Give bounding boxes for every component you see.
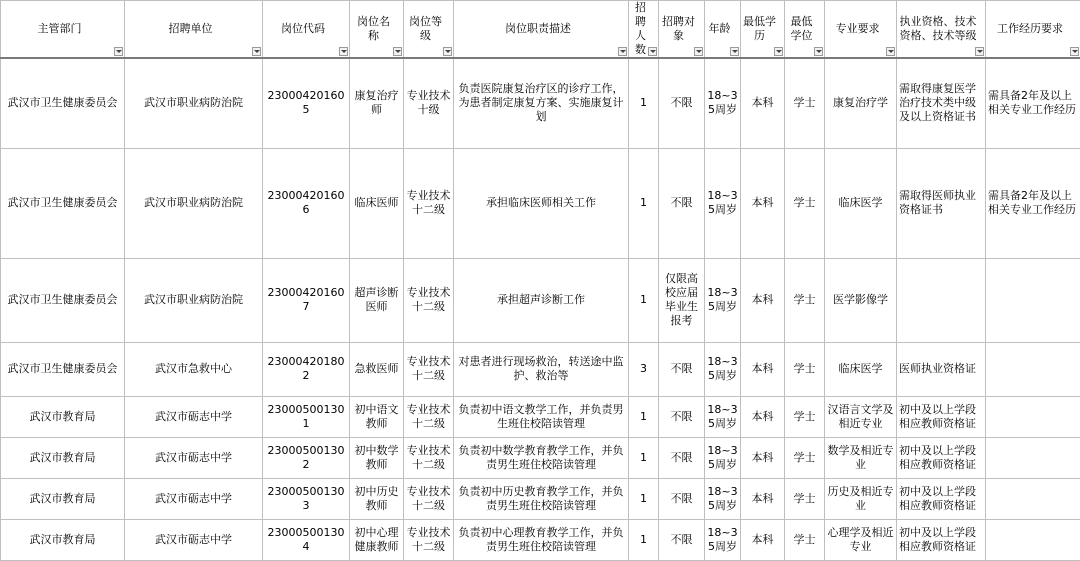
post-name-cell[interactable]: 初中语文教师 [350, 396, 404, 437]
header-label: 招聘单位 [127, 22, 260, 36]
qualification-cell[interactable]: 初中及以上学段相应教师资格证 [897, 396, 986, 437]
unit-cell[interactable]: 武汉市砺志中学 [125, 478, 263, 519]
target-cell[interactable]: 仅限高校应届毕业生报考 [659, 258, 705, 342]
age-cell[interactable]: 18~35周岁 [705, 396, 741, 437]
header-cell [454, 1, 629, 59]
post-name-cell[interactable]: 超声诊断医师 [350, 258, 404, 342]
degree-cell[interactable]: 学士 [785, 519, 825, 560]
code-cell[interactable]: 230004201802 [263, 342, 350, 396]
header-cell [785, 1, 825, 59]
code-cell[interactable]: 230005001302 [263, 437, 350, 478]
table-body [1, 58, 1080, 560]
dept-cell[interactable]: 武汉市教育局 [1, 437, 125, 478]
target-cell[interactable]: 不限 [659, 437, 705, 478]
dept-cell[interactable]: 武汉市教育局 [1, 478, 125, 519]
header-row [1, 1, 1080, 59]
dept-cell[interactable]: 武汉市卫生健康委员会 [1, 342, 125, 396]
header-label: 年龄 [707, 22, 738, 36]
unit-cell[interactable]: 武汉市砺志中学 [125, 519, 263, 560]
code-cell[interactable]: 230004201605 [263, 58, 350, 148]
filter-dropdown-icon[interactable] [339, 47, 348, 56]
unit-cell[interactable]: 武汉市急救中心 [125, 342, 263, 396]
post-name-cell[interactable]: 初中心理健康教师 [350, 519, 404, 560]
experience-cell[interactable]: 需具备2年及以上相关专业工作经历 [986, 148, 1080, 258]
post-level-cell[interactable]: 专业技术十二级 [404, 437, 454, 478]
header-label: 最低学历 [743, 15, 782, 43]
edu-cell[interactable]: 本科 [741, 396, 785, 437]
code-cell[interactable]: 230004201607 [263, 258, 350, 342]
experience-cell[interactable] [986, 258, 1080, 342]
post-level-cell[interactable]: 专业技术十二级 [404, 342, 454, 396]
experience-cell[interactable] [986, 437, 1080, 478]
age-cell[interactable]: 18~35周岁 [705, 342, 741, 396]
age-cell[interactable]: 18~35周岁 [705, 148, 741, 258]
post-level-cell[interactable]: 专业技术十二级 [404, 519, 454, 560]
post-name-cell[interactable]: 初中数学教师 [350, 437, 404, 478]
count-cell[interactable]: 1 [629, 58, 659, 148]
edu-cell[interactable]: 本科 [741, 519, 785, 560]
edu-cell[interactable]: 本科 [741, 478, 785, 519]
header-cell [125, 1, 263, 59]
table-row [1, 148, 1080, 258]
code-cell[interactable]: 230005001303 [263, 478, 350, 519]
edu-cell[interactable]: 本科 [741, 258, 785, 342]
post-level-cell[interactable]: 专业技术十二级 [404, 148, 454, 258]
filter-dropdown-icon[interactable] [774, 47, 783, 56]
header-label: 执业资格、技术资格、技术等级 [899, 15, 983, 43]
header-label: 招聘人数 [631, 1, 656, 57]
header-cell [263, 1, 350, 59]
post-name-cell[interactable]: 初中历史教师 [350, 478, 404, 519]
count-cell[interactable]: 1 [629, 396, 659, 437]
count-cell[interactable]: 1 [629, 478, 659, 519]
unit-cell[interactable]: 武汉市砺志中学 [125, 396, 263, 437]
header-cell [705, 1, 741, 59]
target-cell[interactable]: 不限 [659, 148, 705, 258]
unit-cell[interactable]: 武汉市砺志中学 [125, 437, 263, 478]
header-cell [350, 1, 404, 59]
major-cell[interactable]: 汉语言文学及相近专业 [825, 396, 897, 437]
header-cell [741, 1, 785, 59]
header-cell [404, 1, 454, 59]
header-cell [986, 1, 1080, 59]
header-label: 岗位名称 [352, 15, 401, 43]
post-level-cell[interactable]: 专业技术十二级 [404, 258, 454, 342]
qualification-cell[interactable]: 医师执业资格证 [897, 342, 986, 396]
age-cell[interactable]: 18~35周岁 [705, 478, 741, 519]
header-cell [897, 1, 986, 59]
count-cell[interactable]: 1 [629, 258, 659, 342]
qualification-cell[interactable]: 需取得康复医学治疗技术类中级及以上资格证书 [897, 58, 986, 148]
age-cell[interactable]: 18~35周岁 [705, 437, 741, 478]
filter-dropdown-icon[interactable] [618, 47, 627, 56]
dept-cell[interactable]: 武汉市教育局 [1, 396, 125, 437]
unit-cell[interactable]: 武汉市职业病防治院 [125, 148, 263, 258]
header-label: 岗位代码 [265, 22, 347, 36]
count-cell[interactable]: 1 [629, 437, 659, 478]
filter-dropdown-icon[interactable] [393, 47, 402, 56]
header-label: 专业要求 [827, 22, 894, 36]
degree-cell[interactable]: 学士 [785, 396, 825, 437]
dept-cell[interactable]: 武汉市教育局 [1, 519, 125, 560]
code-cell[interactable]: 230005001301 [263, 396, 350, 437]
qualification-cell[interactable]: 初中及以上学段相应教师资格证 [897, 519, 986, 560]
duty-cell[interactable]: 承担超声诊断工作 [454, 258, 629, 342]
filter-dropdown-icon[interactable] [1070, 47, 1079, 56]
experience-cell[interactable] [986, 519, 1080, 560]
experience-cell[interactable]: 需具备2年及以上相关专业工作经历 [986, 58, 1080, 148]
header-cell [825, 1, 897, 59]
filter-dropdown-icon[interactable] [252, 47, 261, 56]
major-cell[interactable]: 临床医学 [825, 148, 897, 258]
table-row [1, 437, 1080, 478]
edu-cell[interactable]: 本科 [741, 437, 785, 478]
target-cell[interactable]: 不限 [659, 478, 705, 519]
major-cell[interactable]: 历史及相近专业 [825, 478, 897, 519]
edu-cell[interactable]: 本科 [741, 148, 785, 258]
dept-cell[interactable]: 武汉市卫生健康委员会 [1, 258, 125, 342]
qualification-cell[interactable]: 需取得医师执业资格证书 [897, 148, 986, 258]
degree-cell[interactable]: 学士 [785, 58, 825, 148]
header-label: 工作经历要求 [988, 22, 1078, 36]
table-row [1, 58, 1080, 148]
major-cell[interactable]: 医学影像学 [825, 258, 897, 342]
filter-dropdown-icon[interactable] [975, 47, 984, 56]
filter-dropdown-icon[interactable] [730, 47, 739, 56]
target-cell[interactable]: 不限 [659, 58, 705, 148]
table-row [1, 258, 1080, 342]
header-cell [659, 1, 705, 59]
degree-cell[interactable]: 学士 [785, 437, 825, 478]
filter-dropdown-icon[interactable] [694, 47, 703, 56]
filter-dropdown-icon[interactable] [886, 47, 895, 56]
code-cell[interactable]: 230004201606 [263, 148, 350, 258]
qualification-cell[interactable]: 初中及以上学段相应教师资格证 [897, 478, 986, 519]
major-cell[interactable]: 心理学及相近专业 [825, 519, 897, 560]
post-level-cell[interactable]: 专业技术十二级 [404, 478, 454, 519]
degree-cell[interactable]: 学士 [785, 258, 825, 342]
target-cell[interactable]: 不限 [659, 396, 705, 437]
count-cell[interactable]: 1 [629, 148, 659, 258]
experience-cell[interactable] [986, 396, 1080, 437]
post-name-cell[interactable]: 急救医师 [350, 342, 404, 396]
unit-cell[interactable]: 武汉市职业病防治院 [125, 58, 263, 148]
dept-cell[interactable]: 武汉市卫生健康委员会 [1, 58, 125, 148]
experience-cell[interactable] [986, 342, 1080, 396]
target-cell[interactable]: 不限 [659, 342, 705, 396]
age-cell[interactable]: 18~35周岁 [705, 519, 741, 560]
post-name-cell[interactable]: 康复治疗师 [350, 58, 404, 148]
edu-cell[interactable]: 本科 [741, 342, 785, 396]
degree-cell[interactable]: 学士 [785, 478, 825, 519]
table-row [1, 519, 1080, 560]
age-cell[interactable]: 18~35周岁 [705, 58, 741, 148]
duty-cell[interactable]: 负责初中心理教育教学工作，并负责男生班住校陪读管理 [454, 519, 629, 560]
duty-cell[interactable]: 负责初中语文教学工作，并负责男生班住校陪读管理 [454, 396, 629, 437]
filter-dropdown-icon[interactable] [114, 47, 123, 56]
count-cell[interactable]: 3 [629, 342, 659, 396]
qualification-cell[interactable] [897, 258, 986, 342]
degree-cell[interactable]: 学士 [785, 342, 825, 396]
experience-cell[interactable] [986, 478, 1080, 519]
duty-cell[interactable]: 负责初中数学教育教学工作，并负责男生班住校陪读管理 [454, 437, 629, 478]
filter-dropdown-icon[interactable] [443, 47, 452, 56]
header-label: 主管部门 [3, 22, 122, 36]
table-row [1, 396, 1080, 437]
table-row [1, 342, 1080, 396]
qualification-cell[interactable]: 初中及以上学段相应教师资格证 [897, 437, 986, 478]
duty-cell[interactable]: 负责医院康复治疗区的诊疗工作，为患者制定康复方案、实施康复计划 [454, 58, 629, 148]
post-level-cell[interactable]: 专业技术十级 [404, 58, 454, 148]
degree-cell[interactable]: 学士 [785, 148, 825, 258]
header-label: 岗位职责描述 [456, 22, 626, 36]
post-level-cell[interactable]: 专业技术十二级 [404, 396, 454, 437]
duty-cell[interactable]: 对患者进行现场救治，转送途中监护、救治等 [454, 342, 629, 396]
major-cell[interactable]: 康复治疗学 [825, 58, 897, 148]
header-cell [1, 1, 125, 59]
post-name-cell[interactable]: 临床医师 [350, 148, 404, 258]
duty-cell[interactable]: 承担临床医师相关工作 [454, 148, 629, 258]
code-cell[interactable]: 230005001304 [263, 519, 350, 560]
edu-cell[interactable]: 本科 [741, 58, 785, 148]
major-cell[interactable]: 临床医学 [825, 342, 897, 396]
filter-dropdown-icon[interactable] [814, 47, 823, 56]
table-row [1, 478, 1080, 519]
duty-cell[interactable]: 负责初中历史教育教学工作，并负责男生班住校陪读管理 [454, 478, 629, 519]
major-cell[interactable]: 数学及相近专业 [825, 437, 897, 478]
target-cell[interactable]: 不限 [659, 519, 705, 560]
header-label: 岗位等级 [406, 15, 451, 43]
header-label: 招聘对象 [661, 15, 702, 43]
header-label: 最低学位 [787, 15, 822, 43]
age-cell[interactable]: 18~35周岁 [705, 258, 741, 342]
count-cell[interactable]: 1 [629, 519, 659, 560]
unit-cell[interactable]: 武汉市职业病防治院 [125, 258, 263, 342]
header-cell [629, 1, 659, 59]
filter-dropdown-icon[interactable] [648, 47, 657, 56]
dept-cell[interactable]: 武汉市卫生健康委员会 [1, 148, 125, 258]
